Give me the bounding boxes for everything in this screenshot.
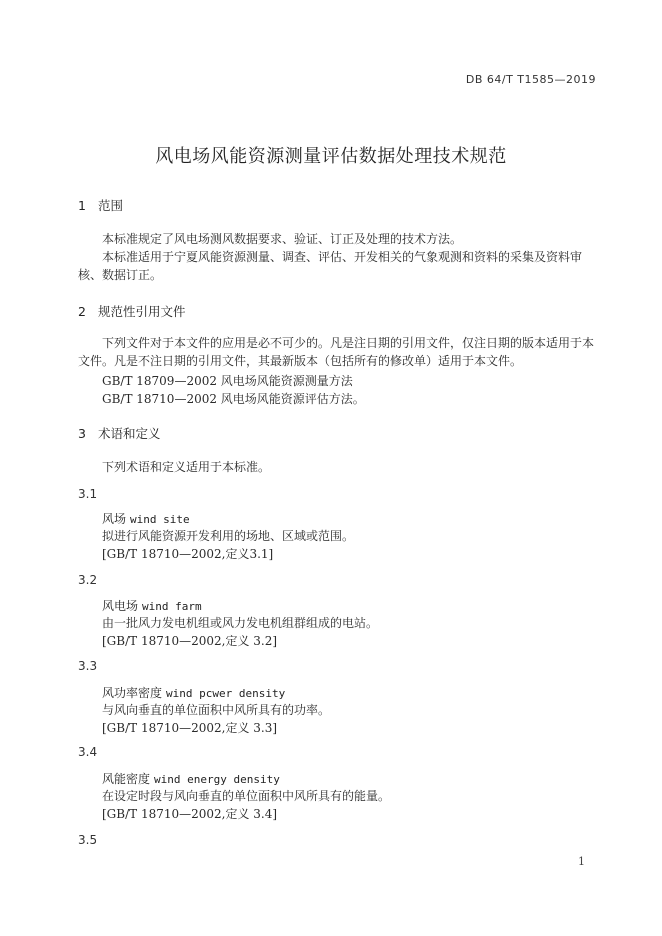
term-number: 3.2 bbox=[78, 573, 98, 587]
term-en: wind farm bbox=[142, 600, 202, 613]
term-heading bbox=[102, 597, 202, 614]
term-definition: 由一批风力发电机组或风力发电机组群组成的电站。 bbox=[102, 616, 379, 630]
section-number: 1 bbox=[78, 198, 86, 213]
term-definition: 拟进行风能资源开发利用的场地、区域或范围。 bbox=[102, 529, 355, 543]
section-1-paragraph-1: 本标准规定了风电场测风数据要求、验证、订正及处理的技术方法。 bbox=[102, 232, 463, 246]
section-2-heading bbox=[78, 302, 186, 320]
term-source: [GB/T 18710—2002,定义 3.3] bbox=[102, 721, 278, 735]
term-definition: 在设定时段与风向垂直的单位面积中风所具有的能量。 bbox=[102, 789, 391, 803]
term-number: 3.1 bbox=[78, 487, 98, 501]
term-en: wind pcwer density bbox=[166, 687, 286, 700]
term-number: 3.5 bbox=[78, 833, 98, 847]
term-number: 3.3 bbox=[78, 659, 98, 673]
term-source: [GB/T 18710—2002,定义 3.4] bbox=[102, 807, 278, 821]
reference-item: GB/T 18709—2002 风电场风能资源测量方法 bbox=[102, 374, 353, 388]
section-1-heading bbox=[78, 196, 123, 214]
term-number: 3.4 bbox=[78, 745, 98, 759]
section-title: 规范性引用文件 bbox=[98, 304, 186, 319]
term-en: wind energy density bbox=[154, 773, 280, 786]
document-title: 风电场风能资源测量评估数据处理技术规范 bbox=[155, 146, 507, 167]
term-source: [GB/T 18710—2002,定义3.1] bbox=[102, 547, 274, 561]
section-3-heading bbox=[78, 424, 161, 442]
section-number: 2 bbox=[78, 304, 86, 319]
term-cn: 风功率密度 bbox=[102, 686, 163, 700]
term-heading bbox=[102, 510, 190, 527]
term-heading bbox=[102, 684, 285, 701]
term-en: wind site bbox=[130, 513, 190, 526]
term-cn: 风场 bbox=[102, 512, 127, 526]
reference-item: GB/T 18710—2002 风电场风能资源评估方法。 bbox=[102, 392, 365, 406]
term-definition: 与风向垂直的单位面积中风所具有的功率。 bbox=[102, 703, 331, 717]
page-number: 1 bbox=[578, 855, 585, 868]
term-source: [GB/T 18710—2002,定义 3.2] bbox=[102, 634, 278, 648]
section-title: 范围 bbox=[98, 198, 124, 213]
section-number: 3 bbox=[78, 426, 86, 441]
term-heading bbox=[102, 770, 280, 787]
section-1-paragraph-2: 本标准适用于宁夏风能资源测量、调查、评估、开发相关的气象观测和资料的采集及资料审核、数据订正。 bbox=[78, 250, 583, 282]
section-3-paragraph-1: 下列术语和定义适用于本标准。 bbox=[102, 460, 271, 474]
term-cn: 风电场 bbox=[102, 599, 139, 613]
standard-code: DB 64/T T1585—2019 bbox=[465, 73, 596, 86]
term-cn: 风能密度 bbox=[102, 772, 151, 786]
section-2-paragraph-1: 下列文件对于本文件的应用是必不可少的。凡是注日期的引用文件，仅注日期的版本适用于本文件。凡是不注日期的引用文件，其最新版本（包括所有的修改单）适用于本文件。 bbox=[78, 336, 595, 368]
section-title: 术语和定义 bbox=[98, 426, 161, 441]
